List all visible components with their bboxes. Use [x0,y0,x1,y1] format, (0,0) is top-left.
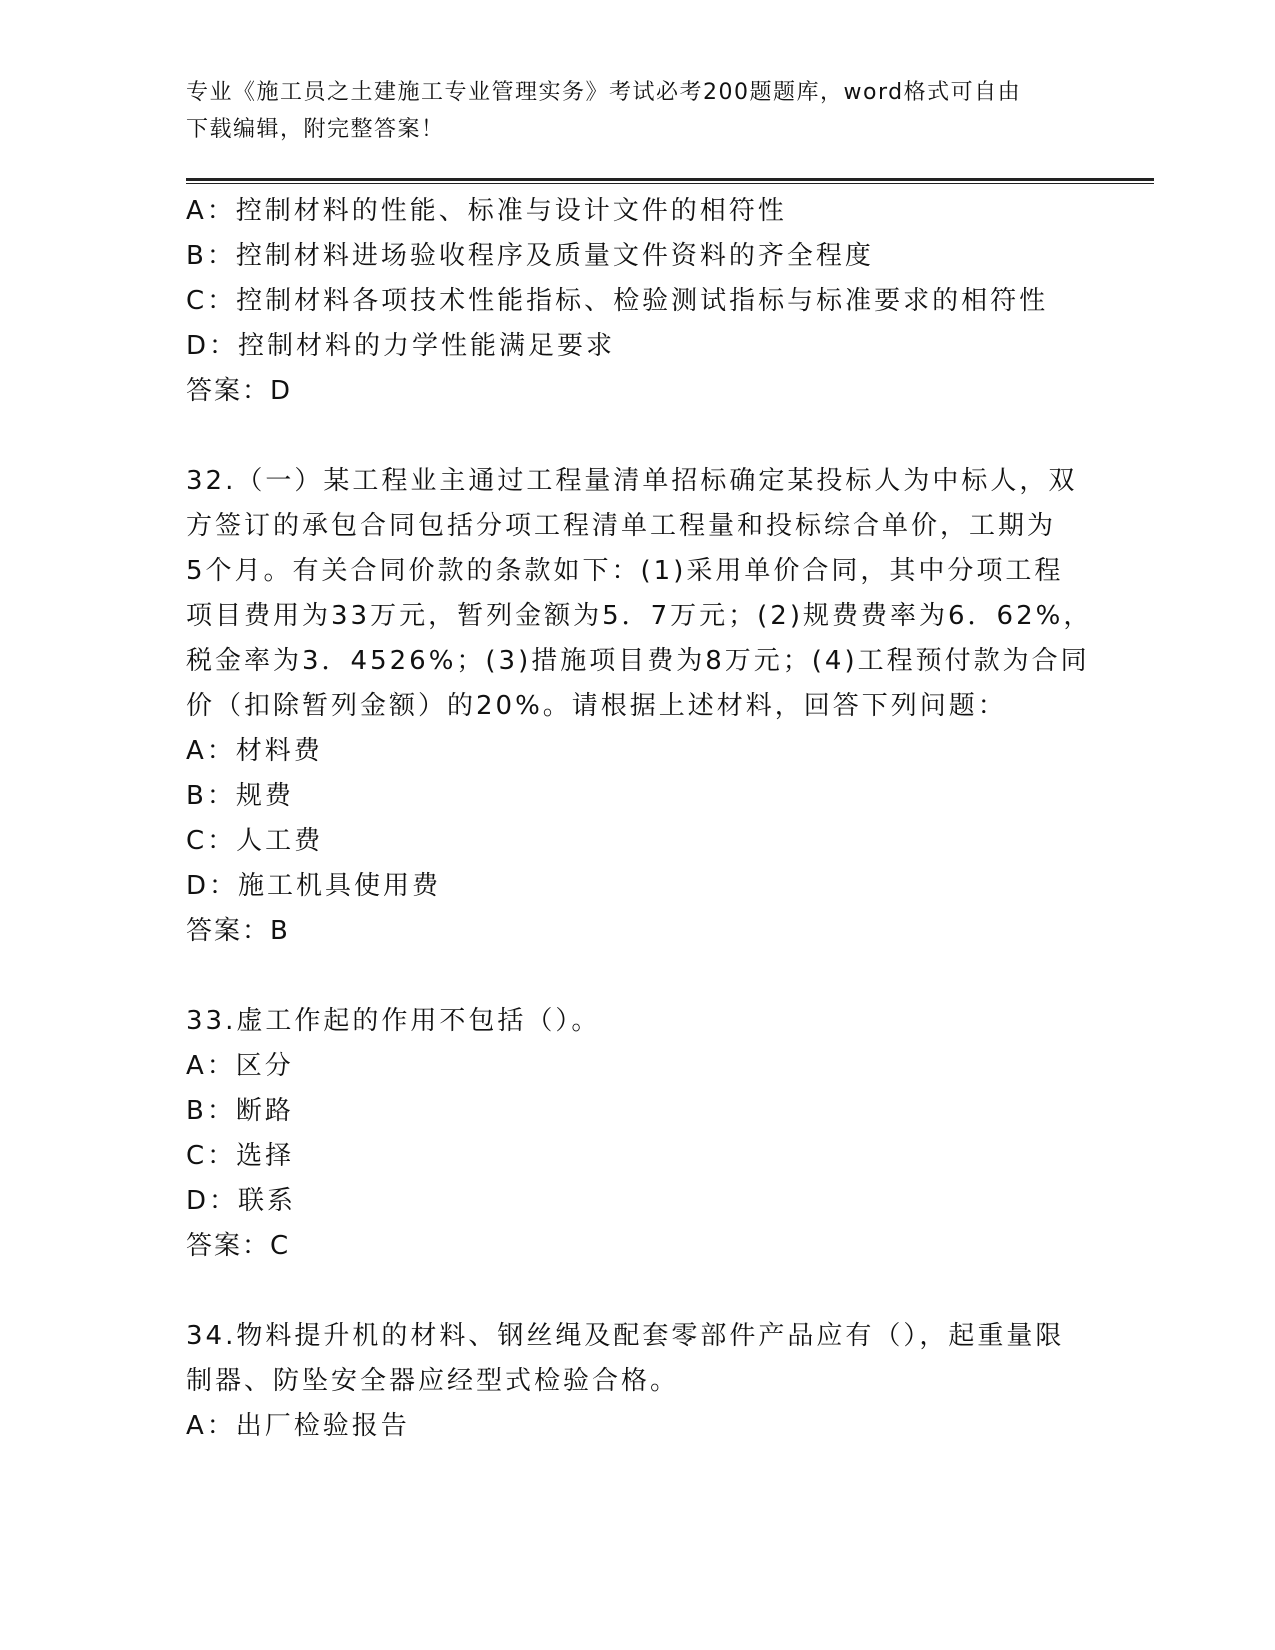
question-gap [186,1269,1076,1314]
question-stem-line: 5个月。有关合同价款的条款如下：(1)采用单价合同，其中分项工程 [186,556,1064,586]
question-gap [186,954,1076,999]
question-stem-line: 税金率为3．4526%；(3)措施项目费为8万元；(4)工程预付款为合同 [186,646,1090,676]
option-b: B：断路 [186,1096,294,1126]
question-gap [186,414,1076,459]
question-stem-line: 33.虚工作起的作用不包括（）。 [186,1006,601,1036]
option-a: A：区分 [186,1051,294,1081]
question-stem-line: 34.物料提升机的材料、钢丝绳及配套零部件产品应有（），起重量限 [186,1321,1065,1351]
answer-line: 答案：D [186,376,293,406]
question-32 [186,459,1093,954]
question-stem-line: 项目费用为33万元，暂列金额为5．7万元；(2)规费费率为6．62%， [186,601,1093,631]
header-divider-thick [186,178,1154,181]
option-b: B：控制材料进场验收程序及质量文件资料的齐全程度 [186,241,874,271]
question-34 [186,1314,1076,1449]
document-header [186,74,1076,148]
option-c: C：控制材料各项技术性能指标、检验测试指标与标准要求的相符性 [186,286,1049,316]
answer-line: 答案：C [186,1231,291,1261]
option-a: A：控制材料的性能、标准与设计文件的相符性 [186,196,787,226]
header-line-1: 专业《施工员之土建施工专业管理实务》考试必考200题题库，word格式可自由 [186,80,1022,105]
option-c: C：选择 [186,1141,295,1171]
header-line-2: 下载编辑，附完整答案！ [186,117,445,142]
question-31 [186,189,1076,414]
question-stem-line: 制器、防坠安全器应经型式检验合格。 [186,1366,680,1396]
question-stem-line: 方签订的承包合同包括分项工程清单工程量和投标综合单价，工期为 [186,511,1057,541]
answer-line: 答案：B [186,916,290,946]
question-stem-line: 价（扣除暂列金额）的20%。请根据上述材料，回答下列问题： [186,691,1007,721]
option-a: A：出厂检验报告 [186,1411,410,1441]
option-d: D：联系 [186,1186,297,1216]
option-d: D：施工机具使用费 [186,871,442,901]
option-a: A：材料费 [186,736,323,766]
header-divider-thin [186,183,1154,184]
option-d: D：控制材料的力学性能满足要求 [186,331,616,361]
option-c: C：人工费 [186,826,324,856]
question-stem-line: 32.（一）某工程业主通过工程量清单招标确定某投标人为中标人，双 [186,466,1078,496]
option-b: B：规费 [186,781,294,811]
question-33 [186,999,1076,1269]
question-content [186,189,1093,1449]
